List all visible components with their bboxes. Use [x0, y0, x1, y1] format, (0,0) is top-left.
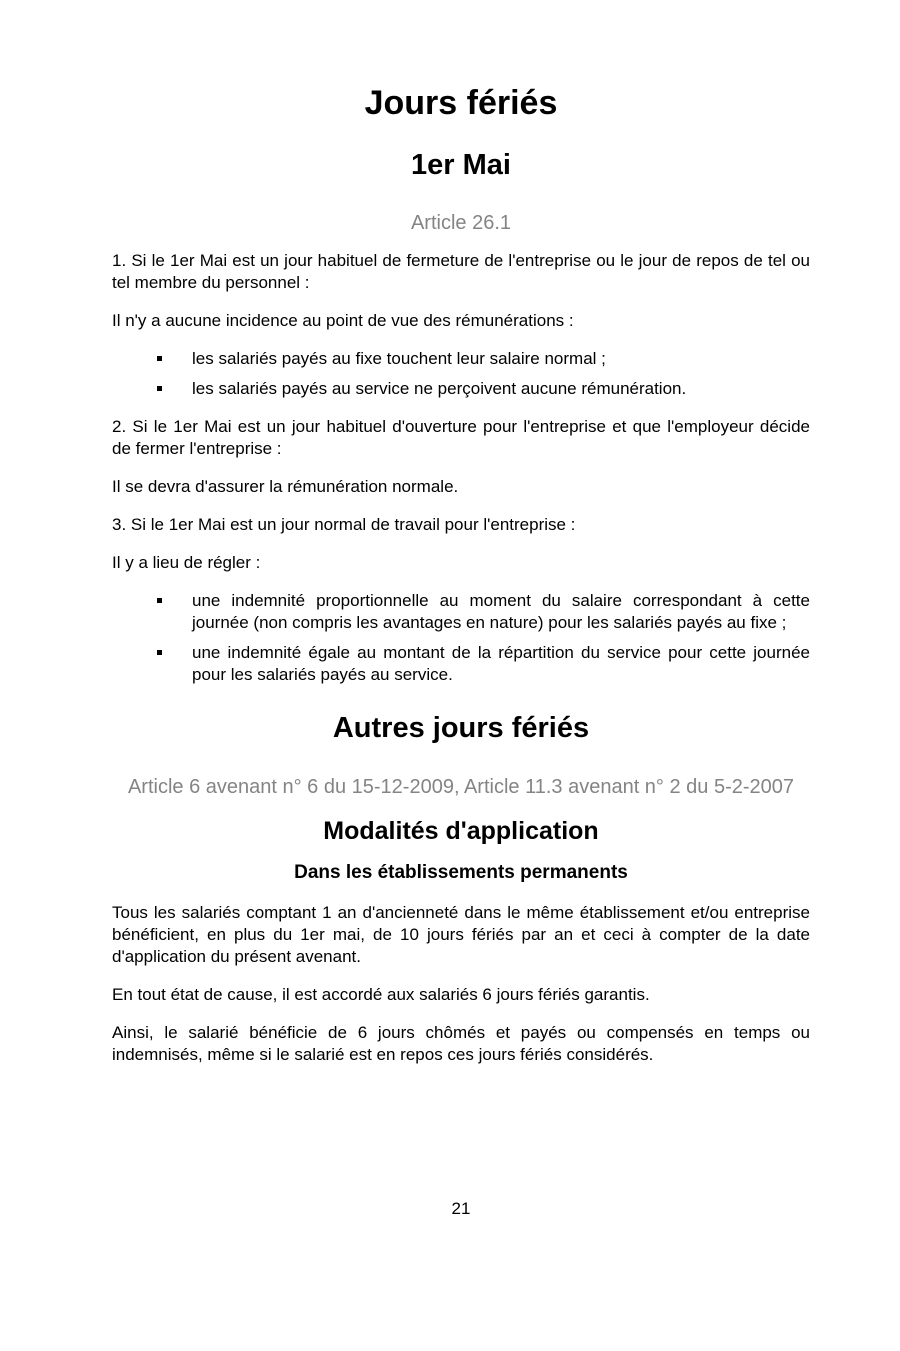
list-item: [112, 642, 810, 686]
square-bullet-icon: [157, 650, 162, 655]
page-number: 21: [451, 1199, 471, 1218]
section-premier-mai: [112, 149, 810, 686]
sub-sub-heading-etablissements: Dans les établissements permanents: [294, 861, 628, 883]
paragraph-garantis: En tout état de cause, il est accordé aux salariés 6 jours fériés garantis.: [112, 984, 650, 1004]
paragraph-case2: 2. Si le 1er Mai est un jour habituel d'ouverture pour l'entreprise et que l'employeur décide de fermer l'entreprise :: [112, 417, 810, 459]
paragraph-anciennete: Tous les salariés comptant 1 an d'ancienneté dans le même établissement et/ou entreprise bénéficient, en plus du 1er mai, de 10 jours fériés par an et ceci à compter de la date d'application du présent avenant.: [112, 902, 810, 966]
section-autres-jours-feries: [112, 712, 810, 1065]
list-item-text: une indemnité égale au montant de la répartition du service pour cette journée pour les salariés payés au service.: [192, 643, 810, 685]
article-reference: Article 26.1: [410, 212, 512, 235]
bullet-list-case1: [112, 348, 810, 400]
section-heading-premier-mai: 1er Mai: [411, 149, 511, 182]
list-item: [112, 348, 810, 370]
square-bullet-icon: [157, 356, 162, 361]
list-item: [112, 590, 810, 634]
paragraph-case2-rule: Il se devra d'assurer la rémunération normale.: [112, 477, 459, 497]
article-reference: Article 6 avenant n° 6 du 15-12-2009, Article 11.3 avenant n° 2 du 5-2-2007: [127, 775, 795, 798]
list-item-text: une indemnité proportionnelle au moment du salaire correspondant à cette journée (non compris les avantages en nature) pour les salariés payés au fixe ;: [192, 591, 810, 633]
paragraph-case3-intro: Il y a lieu de régler :: [112, 553, 261, 573]
sub-heading-modalites: Modalités d'application: [323, 816, 599, 845]
list-item-text: les salariés payés au service ne perçoivent aucune rémunération.: [192, 379, 687, 399]
paragraph-case1-intro: Il n'y a aucune incidence au point de vue des rémunérations :: [112, 311, 574, 331]
square-bullet-icon: [157, 598, 162, 603]
paragraph-chomes: Ainsi, le salarié bénéficie de 6 jours chômés et payés ou compensés en temps ou indemnisés, même si le salarié est en repos ces jours fériés considérés.: [112, 1022, 810, 1064]
bullet-list-case3: [112, 590, 810, 686]
paragraph-case3: 3. Si le 1er Mai est un jour normal de travail pour l'entreprise :: [112, 515, 576, 535]
section-heading-autres-jours: Autres jours fériés: [332, 712, 590, 745]
paragraph-case1: 1. Si le 1er Mai est un jour habituel de fermeture de l'entreprise ou le jour de repos de tel ou tel membre du personnel :: [112, 251, 810, 293]
square-bullet-icon: [157, 386, 162, 391]
list-item-text: les salariés payés au fixe touchent leur salaire normal ;: [192, 349, 606, 369]
document-title: Jours fériés: [364, 84, 558, 122]
list-item: [112, 378, 810, 400]
